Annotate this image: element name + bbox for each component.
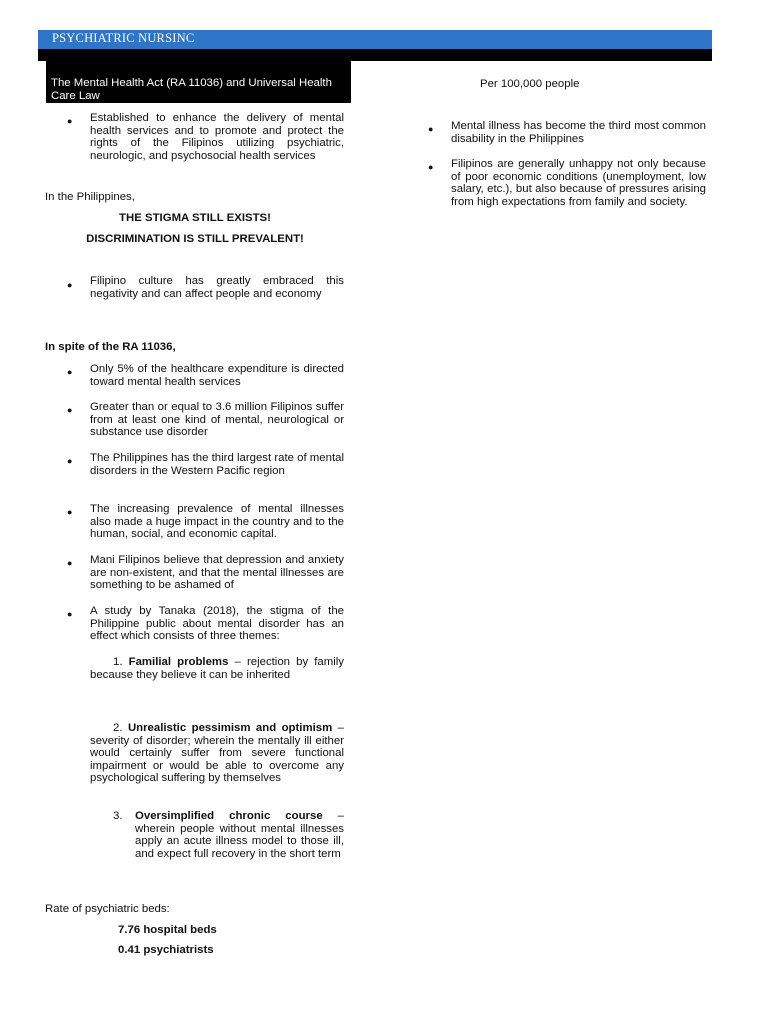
discrimination-heading: DISCRIMINATION IS STILL PREVALENT! [86, 233, 304, 245]
bullet-icon: ● [67, 609, 73, 619]
page-header-title: PSYCHIATRIC NURSINC [52, 31, 195, 45]
per-people-text: Per 100,000 people [480, 78, 580, 90]
theme-item [90, 722, 344, 785]
header-bar [38, 30, 712, 49]
section-title-box [46, 61, 351, 103]
bullet-icon: ● [67, 405, 73, 415]
bullet-text: A study by Tanaka (2018), the stigma of the Philippine public about mental disorder has an effect which consists of three themes: [90, 605, 344, 643]
bullet-icon: ● [428, 162, 434, 172]
intro-bullet-text: Established to enhance the delivery of mental health services and to promote and protect the rights of the Filipinos utilizing psychiatric, neurologic, and psychosocial health services [90, 112, 344, 162]
theme-number: 2. [113, 722, 123, 734]
culture-bullet-text: Filipino culture has greatly embraced this negativity and can affect people and economy [90, 275, 344, 300]
theme-description: – rejection by family because they believe it can be inherited [90, 656, 344, 681]
bullet-text: Only 5% of the healthcare expenditure is directed toward mental health services [90, 363, 344, 388]
theme-description: – wherein people without mental illnesses apply an acute illness model to those ill, and expect full recovery in the short term [135, 810, 345, 860]
bullet-icon: ● [67, 367, 73, 377]
bullet-icon: ● [67, 507, 73, 517]
beds-label: Rate of psychiatric beds: [45, 903, 170, 915]
theme-description: – severity of disorder; wherein the mentally ill either would certainly suffer from severe functional impairment or would be able to overcome any psychological suffering by themselves [90, 722, 344, 785]
hospital-beds-value: 7.76 hospital beds [118, 924, 217, 936]
bullet-icon: ● [67, 116, 73, 126]
theme-item [90, 656, 344, 681]
theme-number: 3. [113, 810, 123, 822]
bullet-icon: ● [67, 280, 73, 290]
psychiatrists-value: 0.41 psychiatrists [118, 944, 214, 956]
header-rule [38, 49, 712, 61]
theme-item [135, 810, 344, 860]
in-philippines-text: In the Philippines, [45, 191, 135, 203]
stigma-heading: THE STIGMA STILL EXISTS! [119, 212, 271, 224]
bullet-text: Greater than or equal to 3.6 million Filipinos suffer from at least one kind of mental, neurological or substance use disorder [90, 401, 344, 439]
theme-term: Unrealistic pessimism and optimism [127, 722, 333, 734]
section-title: The Mental Health Act (RA 11036) and Universal Health Care Law [51, 77, 332, 102]
bullet-icon: ● [67, 456, 73, 466]
bullet-icon: ● [428, 124, 434, 134]
bullet-text: The increasing prevalence of mental illnesses also made a huge impact in the country and to the human, social, and economic capital. [90, 503, 344, 541]
in-spite-heading: In spite of the RA 11036, [45, 341, 176, 353]
right-bullet-text: Filipinos are generally unhappy not only because of poor economic conditions (unemployment, low salary, etc.), but also because of pressures arising from high expectations from family and society. [451, 158, 706, 208]
right-bullet-text: Mental illness has become the third most common disability in the Philippines [451, 120, 706, 145]
bullet-icon: ● [67, 558, 73, 568]
bullet-text: Mani Filipinos believe that depression and anxiety are non-existent, and that the mental illnesses are something to be ashamed of [90, 554, 344, 592]
theme-term: Familial problems [128, 656, 229, 668]
theme-term: Oversimplified chronic course [135, 810, 323, 822]
bullet-text: The Philippines has the third largest rate of mental disorders in the Western Pacific region [90, 452, 344, 477]
theme-number: 1. [113, 656, 123, 668]
